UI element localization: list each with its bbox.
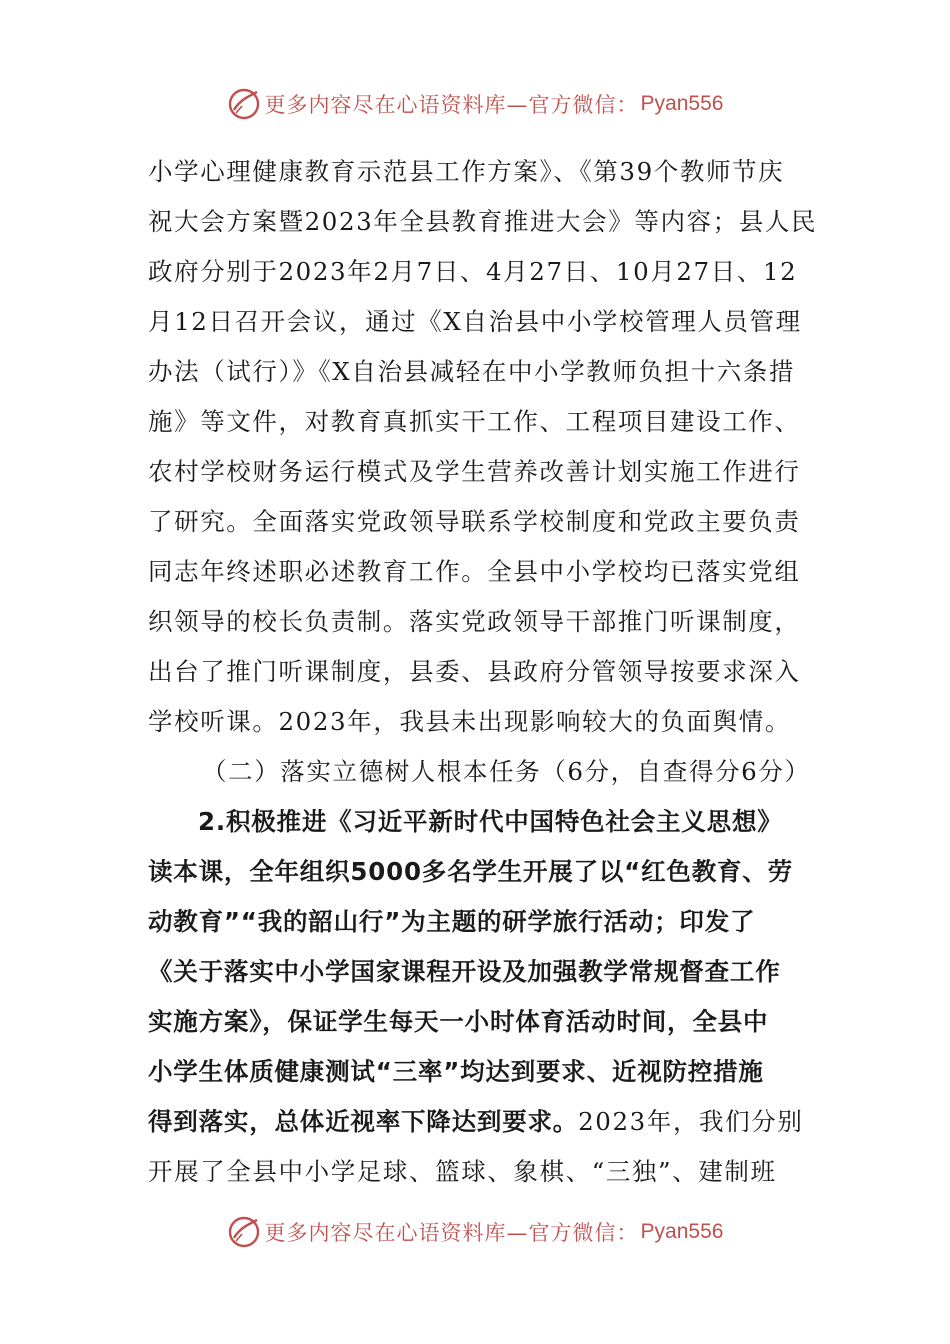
text-line: 学校听课。2023年，我县未出现影响较大的负面舆情。 [148, 707, 791, 736]
text-line: 施》等文件，对教育真抓实干工作、工程项目建设工作、 [148, 407, 801, 436]
watermark-wechat-id: Pyan556 [640, 1220, 724, 1243]
watermark-footer [0, 1212, 950, 1252]
mixed-text-line [148, 1097, 808, 1147]
watermark-header [0, 84, 950, 124]
bold-text-line: 《关于落实中小学国家课程开设及加强教学常规督查工作 [148, 957, 781, 986]
text-line: 开展了全县中小学足球、篮球、象棋、“三独”、建制班 [148, 1157, 777, 1186]
text-line: 农村学校财务运行模式及学生营养改善计划实施工作进行 [148, 457, 801, 486]
mixed-line-bold-part: 得到落实，总体近视率下降达到要求。 [148, 1107, 579, 1136]
document-body [148, 147, 818, 1197]
watermark-text: 更多内容尽在心语资料库—官方微信： [264, 1221, 639, 1245]
mixed-line-normal-part: 2023年，我们分别 [578, 1107, 804, 1136]
section-heading: （二）落实立德树人根本任务（6分，自查得分6分） [202, 757, 811, 786]
pen-logo-icon [227, 1215, 261, 1249]
bold-text-line: 2.积极推进《习近平新时代中国特色社会主义思想》 [198, 807, 783, 836]
bold-text-line: 实施方案》，保证学生每天一小时体育活动时间，全县中 [148, 1007, 769, 1036]
pen-logo-icon [227, 87, 261, 121]
text-line: 织领导的校长负责制。落实党政领导干部推门听课制度， [148, 607, 801, 636]
text-line: 月12日召开会议，通过《X自治县中小学校管理人员管理 [148, 307, 802, 336]
text-line: 了研究。全面落实党政领导联系学校制度和党政主要负责 [148, 507, 801, 536]
bold-text-line: 读本课，全年组织5000多名学生开展了以“红色教育、劳 [148, 857, 793, 886]
bold-text-line: 小学生体质健康测试“三率”均达到要求、近视防控措施 [148, 1057, 764, 1086]
text-line: 祝大会方案暨2023年全县教育推进大会》等内容；县人民 [148, 207, 818, 236]
text-line: 小学心理健康教育示范县工作方案》、《第39个教师节庆 [148, 157, 785, 186]
watermark-wechat-id: Pyan556 [640, 92, 724, 115]
watermark-text: 更多内容尽在心语资料库—官方微信： [264, 93, 639, 117]
text-line: 政府分别于2023年2月7日、4月27日、10月27日、12 [148, 257, 798, 286]
text-line: 办法（试行）》《X自治县减轻在中小学教师负担十六条措 [148, 357, 796, 386]
text-line: 出台了推门听课制度，县委、县政府分管领导按要求深入 [148, 657, 801, 686]
bold-text-line: 动教育”“我的韶山行”为主题的研学旅行活动；印发了 [148, 907, 756, 936]
text-line: 同志年终述职必述教育工作。全县中小学校均已落实党组 [148, 557, 801, 586]
